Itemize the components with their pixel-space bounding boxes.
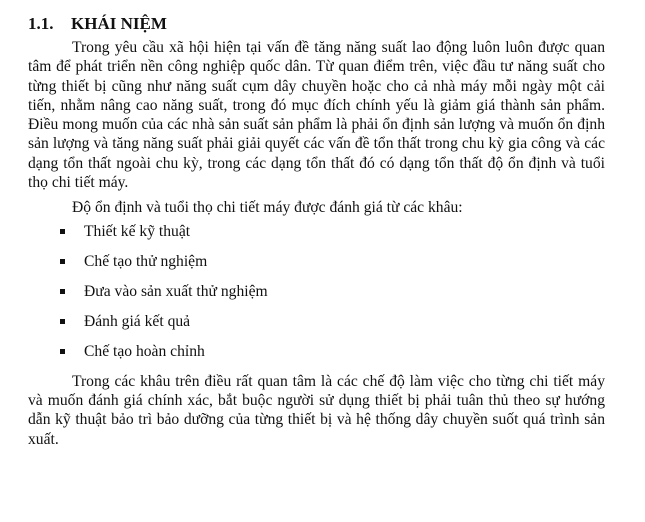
square-bullet-icon (60, 289, 65, 294)
stages-list (28, 222, 605, 372)
list-item (28, 222, 605, 252)
list-item (28, 312, 605, 342)
square-bullet-icon (60, 319, 65, 324)
list-item (28, 252, 605, 282)
list-item (28, 282, 605, 312)
list-item (28, 342, 605, 372)
section-title: KHÁI NIỆM (71, 14, 167, 33)
square-bullet-icon (60, 229, 65, 234)
square-bullet-icon (60, 349, 65, 354)
list-item-text: Đánh giá kết quả (84, 312, 191, 330)
list-item-text: Thiết kế kỹ thuật (84, 222, 191, 240)
list-item-text: Chế tạo hoàn chỉnh (84, 342, 205, 360)
list-item-text: Chế tạo thử nghiệm (84, 252, 208, 270)
paragraph-stages-intro: Độ ổn định và tuổi thọ chi tiết máy được đánh giá từ các khâu: (72, 199, 463, 217)
list-item-text: Đưa vào sản xuất thử nghiệm (84, 282, 268, 300)
section-number: 1.1. (28, 14, 54, 33)
paragraph-intro-context: Trong yêu cầu xã hội hiện tại vấn đề tăng năng suất lao động luôn luôn được quan tâm để phát triển nền công nghiệp quốc dân. Từ quan điểm trên, việc đầu tư năng suất cho từng thiết bị cũng như năng suất cụm dây chuyền hoặc cho cả nhà máy mỗi ngày một cải tiến, nhằm nâng cao năng suất, trong đó mục đích chính yếu là giảm giá thành sản phẩm. Điều mong muốn của các nhà sản suất sản phẩm là phải ổn định sản lượng và muốn ổn định sản lượng và tăng năng suất phải giải quyết các vấn đề tổn thất trong chu kỳ gia công và các dạng tổn thất ngoài chu kỳ, trong các dạng tổn thất đó có dạng tổn thất độ ổn định và tuổi thọ chi tiết máy. (28, 39, 605, 192)
square-bullet-icon (60, 259, 65, 264)
section-heading (28, 14, 605, 34)
paragraph-conclusion: Trong các khâu trên điều rất quan tâm là các chế độ làm việc cho từng chi tiết máy và muốn đánh giá chính xác, bắt buộc người sử dụng thiết bị phải tuân thủ theo sự hướng dẫn kỹ thuật bảo trì bảo dưỡng của từng thiết bị và hệ thống dây chuyền suốt quá trình sản xuất. (28, 372, 605, 448)
